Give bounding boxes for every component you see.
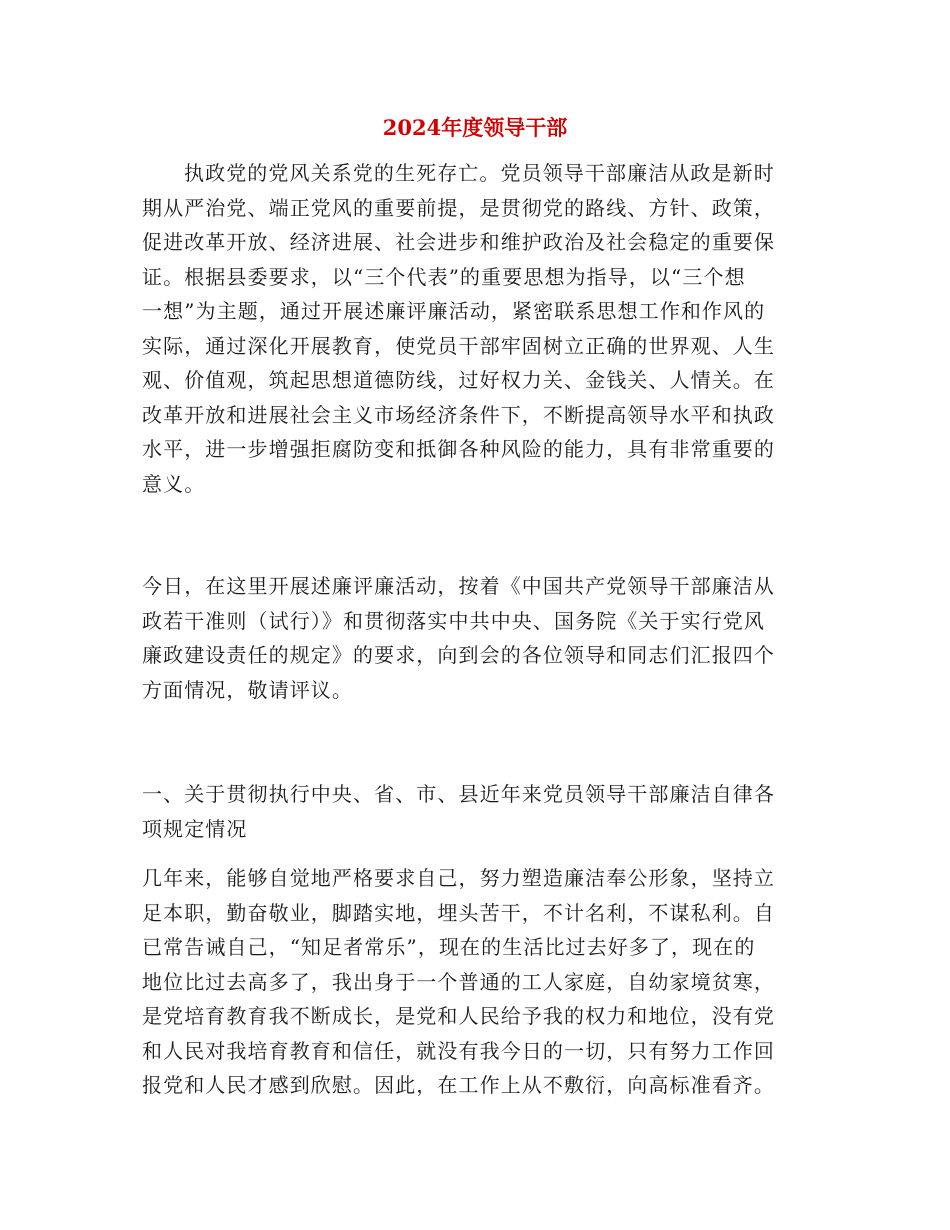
paragraph-line: 一想”为主题，通过开展述廉评廉活动，紧密联系思想工作和作风的 [142, 299, 766, 323]
paragraph-years [142, 861, 794, 1103]
paragraph-line: 政若干准则（试行）》和贯彻落实中共中央、国务院《关于实行党风 [142, 608, 765, 633]
paragraph-line: 今日，在这里开展述廉评廉活动，按着《中国共产党领导干部廉洁从 [142, 574, 775, 598]
paragraph-intro [142, 156, 794, 501]
paragraph-line: 几年来，能够自觉地严格要求自己，努力塑造廉洁奉公形象，坚持立 [142, 866, 775, 890]
paragraph-line: 证。根据县委要求，以“三个代表”的重要思想为指导，以“三个想 [142, 264, 746, 289]
paragraph-today [142, 569, 794, 707]
paragraph-line: 执政党的党风关系党的生死存亡。党员领导干部廉洁从政是新时 [184, 161, 775, 185]
heading-line: 一、关于贯彻执行中央、省、市、县近年来党员领导干部廉洁自律各 [142, 782, 775, 806]
paragraph-line: 方面情况，敬请评议。 [142, 677, 353, 702]
paragraph-line: 已常告诫自己，“知足者常乐”，现在的生活比过去好多了，现在的 [142, 935, 756, 959]
paragraph-line: 是党培育教育我不断成长，是党和人民给予我的权力和地位，没有党 [142, 1004, 775, 1028]
paragraph-line: 改革开放和进展社会主义市场经济条件下，不断提高领导水平和执政 [142, 402, 775, 427]
paragraph-line: 实际，通过深化开展教育，使党员干部牢固树立正确的世界观、人生 [142, 333, 775, 358]
paragraph-line: 期从严治党、端正党风的重要前提，是贯彻党的路线、方针、政策， [142, 195, 775, 220]
paragraph-line: 水平，进一步增强拒腐防变和抵御各种风险的能力，具有非常重要的 [142, 437, 775, 461]
paragraph-line: 足本职，勤奋敬业，脚踏实地，埋头苦干，不计名利，不谋私利。自 [142, 900, 775, 925]
paragraph-line: 观、价值观，筑起思想道德防线，过好权力关、金钱关、人情关。在 [142, 368, 775, 392]
paragraph-line: 促进改革开放、经济进展、社会进步和维护政治及社会稳定的重要保 [142, 230, 775, 254]
section-heading-1 [142, 777, 794, 846]
paragraph-line: 廉政建设责任的规定》的要求，向到会的各位领导和同志们汇报四个 [142, 643, 775, 667]
paragraph-line: 和人民对我培育教育和信任，就没有我今日的一切，只有努力工作回 [142, 1038, 775, 1063]
document-title: 2024年度领导干部 [382, 115, 568, 140]
paragraph-line: 地位比过去高多了，我出身于一个普通的工人家庭，自幼家境贫寒， [142, 969, 775, 994]
paragraph-line: 意义。 [142, 471, 206, 496]
heading-line: 项规定情况 [142, 816, 248, 841]
paragraph-line: 报党和人民才感到欣慰。因此，在工作上从不敷衍，向高标准看齐。 [142, 1073, 775, 1097]
